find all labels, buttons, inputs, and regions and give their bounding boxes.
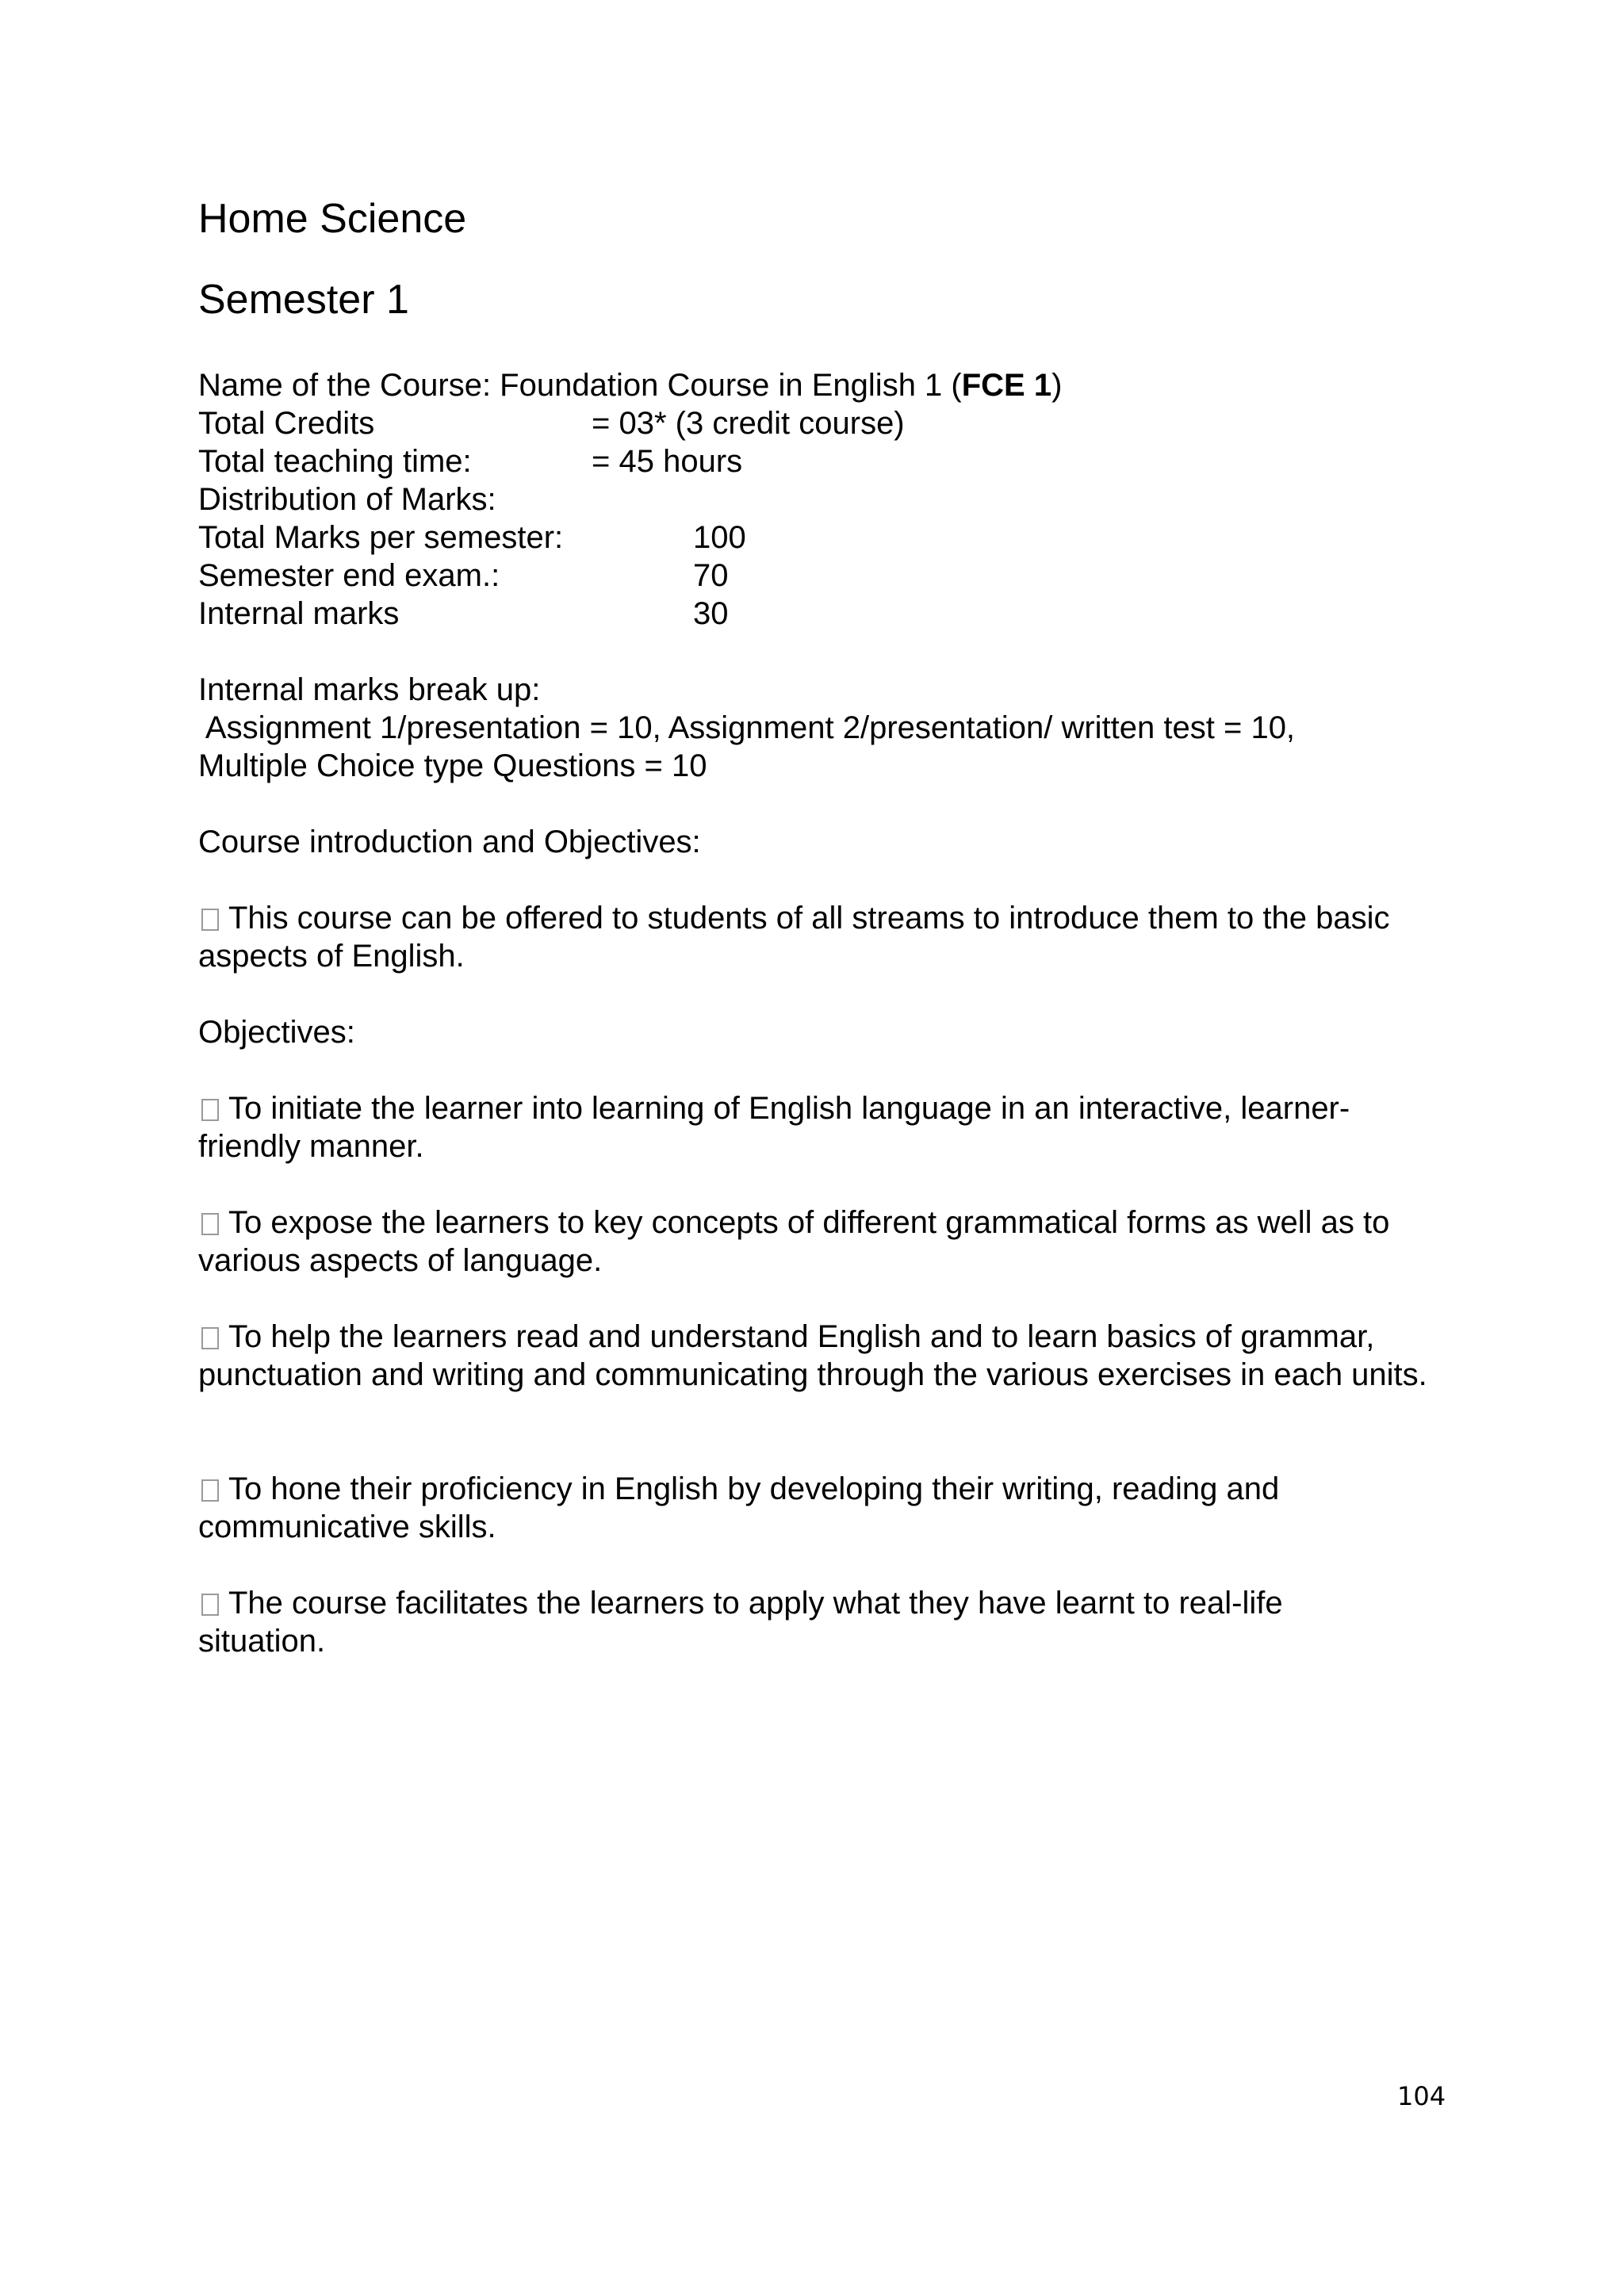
breakup-line-2: Multiple Choice type Questions = 10 [198, 748, 707, 783]
course-code: FCE 1 [961, 368, 1052, 403]
teaching-time-label: Total teaching time: [198, 444, 472, 479]
marks-label: Total Marks per semester: [198, 520, 564, 555]
intro-heading-text: Course introduction and Objectives: [198, 825, 701, 859]
credits-label: Total Credits [198, 406, 375, 441]
page-number: 104 [1397, 2081, 1446, 2111]
intro-heading [198, 823, 1435, 861]
bullet-box-icon [201, 1099, 219, 1121]
objectives-heading [198, 1013, 1435, 1051]
objective-item [198, 1318, 1443, 1394]
bullet-box-icon [201, 909, 219, 931]
semester-heading: Semester 1 [198, 277, 409, 323]
teaching-time-value: = 45 hours [592, 444, 743, 479]
objective-item [198, 1584, 1411, 1660]
page-title: Home Science [198, 196, 467, 242]
objectives-heading-text: Objectives: [198, 1015, 355, 1050]
intro-bullet [198, 899, 1411, 975]
credits-value: = 03* (3 credit course) [592, 406, 905, 441]
breakup-label: Internal marks break up: [198, 672, 541, 707]
intro-bullet-text: This course can be offered to students of all streams to introduce them to the basic aspects of English. [198, 901, 1390, 974]
teaching-time-line [198, 442, 1435, 480]
objective-text: The course facilitates the learners to apply what they have learnt to real-life situation. [198, 1586, 1283, 1659]
marks-row-internal [198, 595, 1435, 633]
marks-value: 30 [693, 596, 729, 631]
marks-row-exam [198, 557, 1435, 595]
objective-item [198, 1470, 1411, 1546]
marks-label: Internal marks [198, 596, 400, 631]
bullet-box-icon [201, 1327, 219, 1349]
course-name-prefix: Name of the Course: Foundation Course in English 1 ( [198, 368, 962, 403]
distribution-line [198, 480, 1435, 519]
marks-row-total [198, 519, 1435, 557]
course-details [198, 366, 1435, 633]
bullet-box-icon [201, 1479, 219, 1502]
course-name-line [198, 366, 1435, 404]
distribution-label: Distribution of Marks: [198, 482, 496, 517]
course-name-suffix: ) [1051, 368, 1063, 403]
credits-line [198, 404, 1435, 442]
marks-value: 100 [693, 520, 746, 555]
breakup-line-1: Assignment 1/presentation = 10, Assignment 2/presentation/ written test = 10, [198, 710, 1296, 745]
objective-text: To hone their proficiency in English by developing their writing, reading and communicative skills. [198, 1471, 1280, 1544]
marks-value: 70 [693, 558, 729, 593]
objective-text: To expose the learners to key concepts of different grammatical forms as well as to various aspects of language. [198, 1205, 1390, 1278]
marks-label: Semester end exam.: [198, 558, 500, 593]
bullet-box-icon [201, 1594, 219, 1616]
objective-item [198, 1089, 1411, 1165]
objective-text: To help the learners read and understand English and to learn basics of grammar, punctuation and writing and communicating through the various exercises in each units. [198, 1319, 1427, 1392]
bullet-box-icon [201, 1213, 219, 1235]
internal-breakup [198, 671, 1435, 785]
objective-text: To initiate the learner into learning of English language in an interactive, learner-friendly manner. [198, 1091, 1350, 1164]
objective-item [198, 1203, 1411, 1280]
